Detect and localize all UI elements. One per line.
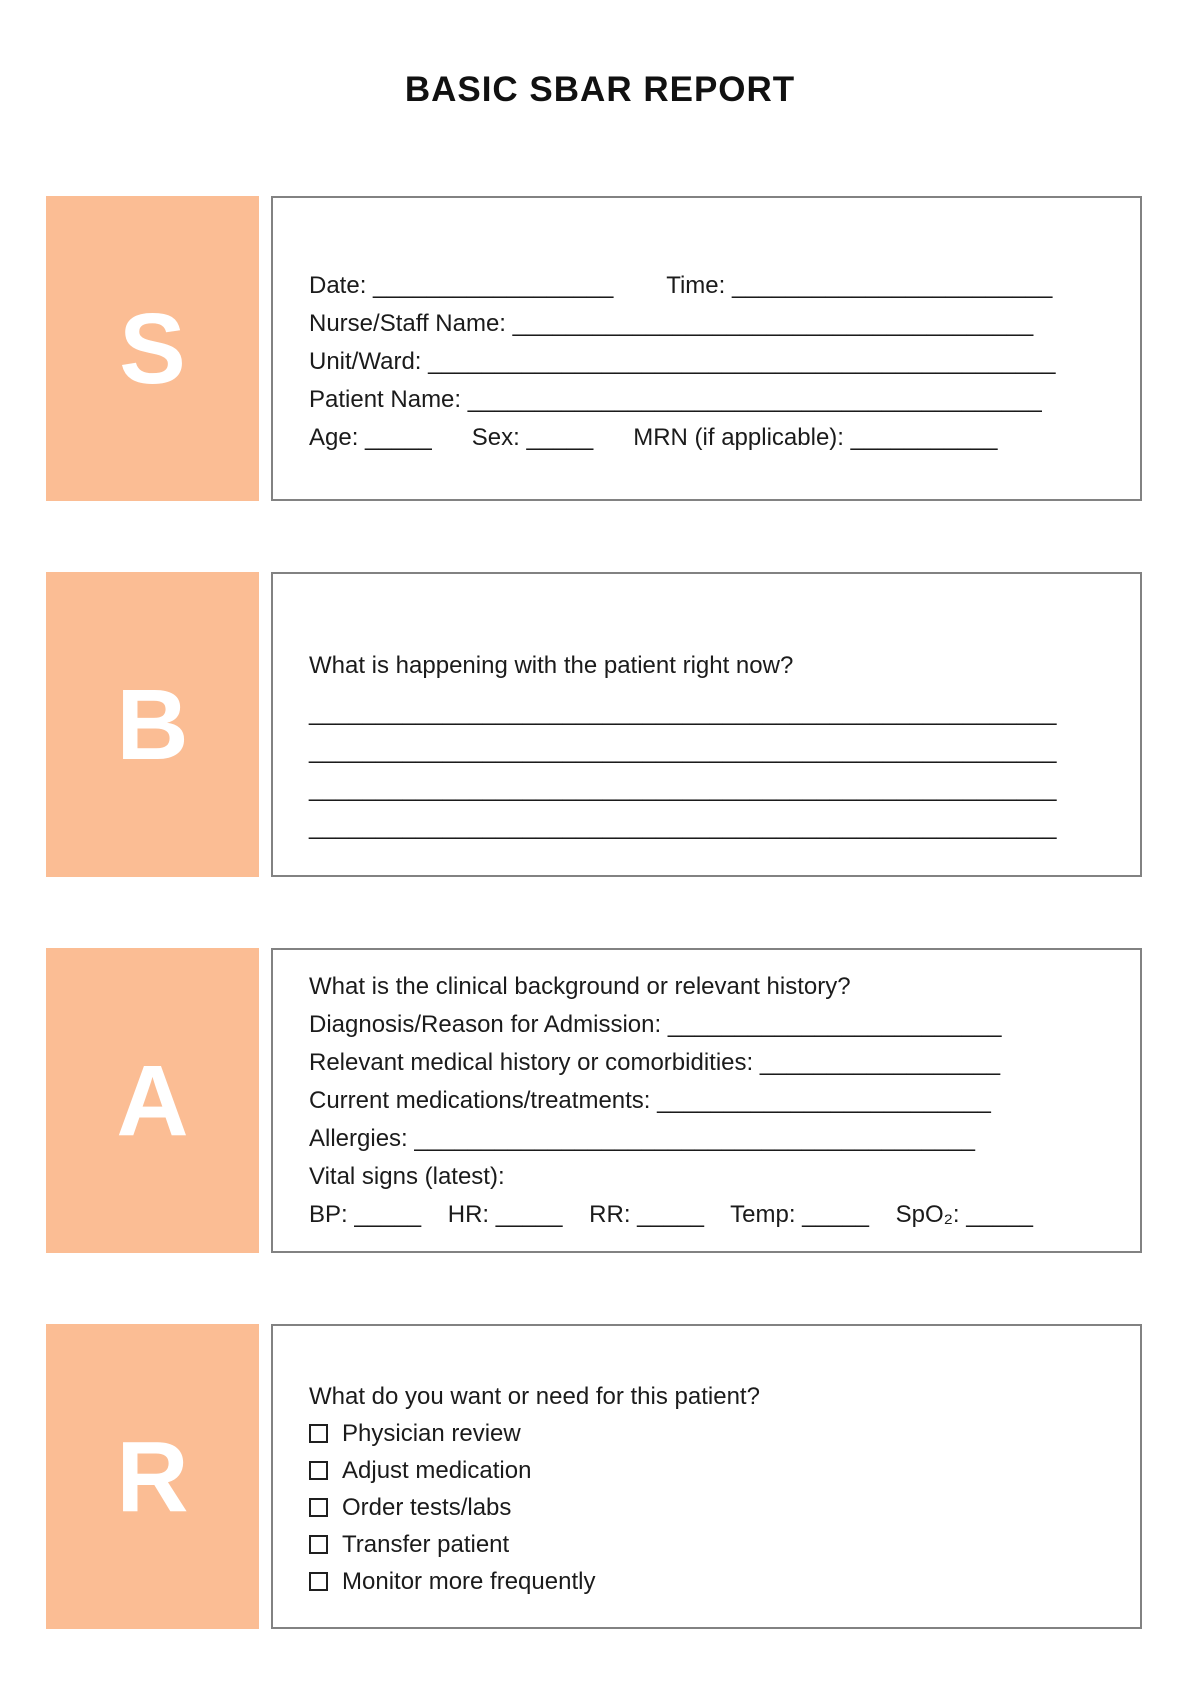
checkbox-option-label: Order tests/labs: [342, 1493, 512, 1521]
letter-tile-a: [46, 948, 259, 1253]
checkbox-option-label: Physician review: [342, 1419, 521, 1447]
situation-form-box: [271, 196, 1142, 501]
allergies-line: Allergies: __________________________________________: [309, 1124, 975, 1152]
checkbox-option-label: Transfer patient: [342, 1530, 510, 1558]
assessment-form-box: [271, 948, 1142, 1253]
checkbox-option: [309, 1452, 1104, 1489]
letter-b-label: B: [116, 668, 189, 781]
blank-write-line: ________________________________________________________: [309, 775, 1057, 802]
patient-name-line: Patient Name: ___________________________________________: [309, 385, 1042, 413]
diagnosis-line: Diagnosis/Reason for Admission: _________________________: [309, 1010, 1002, 1038]
unit-ward-line: Unit/Ward: _______________________________________________: [309, 347, 1056, 375]
checkbox-option: [309, 1415, 1104, 1452]
section-r-recommendation: [0, 1324, 1200, 1629]
date-time-line: Date: __________________ Time: ________________________: [309, 271, 1053, 299]
checkbox-icon[interactable]: [309, 1424, 328, 1443]
page-title: BASIC SBAR REPORT: [404, 70, 796, 109]
checkbox-option-label: Monitor more frequently: [342, 1567, 596, 1595]
letter-s-label: S: [119, 292, 186, 405]
letter-a-label: A: [116, 1044, 189, 1157]
blank-write-line: ________________________________________________________: [309, 699, 1057, 726]
vitals-values-line: BP: _____ HR: _____ RR: _____ Temp: _____ SpO₂: _____: [309, 1200, 1033, 1228]
background-question: What is happening with the patient right now?: [309, 652, 794, 679]
blank-write-line: ________________________________________________________: [309, 813, 1057, 840]
checkbox-option: [309, 1489, 1104, 1526]
checkbox-option: [309, 1526, 1104, 1563]
section-s-situation: [0, 196, 1200, 501]
medications-line: Current medications/treatments: _________________________: [309, 1086, 991, 1114]
nurse-staff-name-line: Nurse/Staff Name: _______________________________________: [309, 309, 1034, 337]
recommendation-form-box: [271, 1324, 1142, 1629]
checkbox-option-label: Adjust medication: [342, 1456, 532, 1484]
checkbox-icon[interactable]: [309, 1535, 328, 1554]
letter-tile-s: [46, 196, 259, 501]
background-form-box: [271, 572, 1142, 877]
vital-signs-label: Vital signs (latest):: [309, 1162, 505, 1190]
blank-write-line: ________________________________________________________: [309, 737, 1057, 764]
assessment-question: What is the clinical background or relevant history?: [309, 972, 851, 1000]
section-b-background: [0, 572, 1200, 877]
age-sex-mrn-line: Age: _____ Sex: _____ MRN (if applicable): ___________: [309, 423, 998, 451]
letter-r-label: R: [116, 1420, 189, 1533]
section-a-assessment: [0, 948, 1200, 1253]
checkbox-option: [309, 1563, 1104, 1600]
checkbox-icon[interactable]: [309, 1498, 328, 1517]
letter-tile-r: [46, 1324, 259, 1629]
recommendation-question: What do you want or need for this patient?: [309, 1382, 760, 1410]
medical-history-line: Relevant medical history or comorbidities: __________________: [309, 1048, 1001, 1076]
letter-tile-b: [46, 572, 259, 877]
checkbox-icon[interactable]: [309, 1572, 328, 1591]
checkbox-icon[interactable]: [309, 1461, 328, 1480]
